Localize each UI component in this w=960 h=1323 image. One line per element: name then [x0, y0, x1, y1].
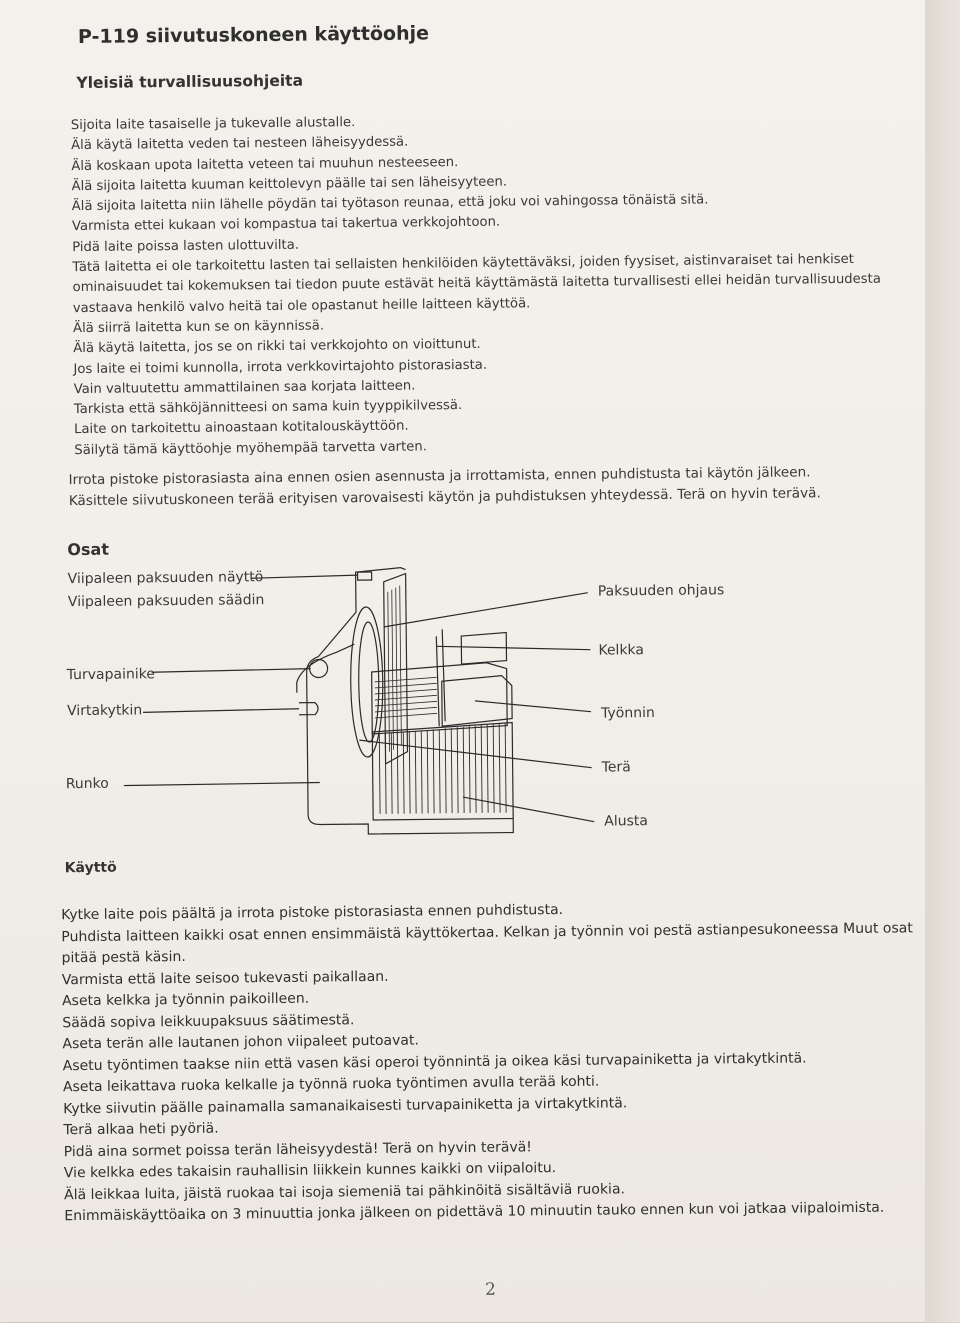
label-tray: Alusta: [604, 813, 648, 830]
parts-heading: Osat: [67, 539, 110, 560]
usage-list: [61, 896, 924, 1227]
thickness-display: [358, 572, 372, 580]
safety-line: Sijoita laite tasaiselle ja tukevalle alustalle.: [70, 115, 356, 134]
safety-line: Laite on tarkoitettu ainoastaan kotitalouskäyttöön.: [74, 419, 409, 438]
safety-line: ominaisuudet tai kokemuksen tai tiedon puute estävät heitä käyttämästä laitetta turvallisesti ellei heidän turvallisuudesta: [72, 272, 881, 296]
safety-line: Tarkista että sähköjännitteesi on sama kuin tyyppikilvessä.: [73, 398, 463, 418]
label-body: Runko: [65, 775, 109, 793]
safety-line: Älä siirrä laitetta kun se on käynnissä.: [72, 318, 325, 337]
safety-line: Älä sijoita laitetta niin lähelle pöydän tai työtason reunaa, että joku voi vahingossa tönäistä sitä.: [71, 192, 709, 215]
safety-line: Jos laite ei toimi kunnolla, irrota verkkovirtajohto pistorasiasta.: [73, 357, 488, 377]
safety-line: Pidä laite poissa lasten ulottuvilta.: [72, 237, 300, 255]
safety-heading: Yleisiä turvallisuusohjeita: [76, 71, 304, 93]
label-thickness-knob: Viipaleen paksuuden säädin: [67, 592, 265, 611]
leader-line: [475, 700, 591, 713]
usage-line: Aseta kelkka ja työnnin paikoilleen.: [61, 990, 310, 1010]
label-safety-button: Turvapainike: [66, 666, 155, 684]
notice-line: Irrota pistoke pistorasiasta aina ennen osien asennusta ja irrottamista, ennen puhdistusta tai käytön jälkeen.: [68, 464, 811, 489]
safety-line: Varmista ettei kukaan voi kompastua tai takertua verkkojohtoon.: [71, 215, 501, 235]
usage-line: Aseta leikattava ruoka kelkalle ja työnnä ruoka työntimen avulla terää kohti.: [62, 1073, 600, 1096]
safety-list: [71, 108, 883, 461]
body-top: [306, 568, 407, 673]
document-title: P-119 siivutuskoneen käyttöohje: [77, 22, 430, 49]
usage-line: Pidä aina sormet poissa terän läheisyydestä! Terä on hyvin terävä!: [63, 1138, 532, 1160]
safety-line: Älä sijoita laitetta kuuman keittolevyn päälle tai sen läheisyyteen.: [71, 174, 508, 194]
usage-line: Enimmäiskäyttöaika on 3 minuuttia jonka jälkeen on pidettävä 10 minuutin tauko ennen kun voi jatkaa viipaloimista.: [64, 1199, 885, 1225]
label-thickness-guide: Paksuuden ohjaus: [597, 582, 725, 600]
label-power-switch: Virtakytkin: [66, 702, 143, 720]
safety-line: Vain valtuutettu ammattilainen saa korjata laitteen.: [73, 378, 416, 397]
usage-line: Vie kelkka edes takaisin rauhallisin liikkein kunnes kaikki on viipaloitu.: [63, 1160, 557, 1182]
safety-line: vastaava henkilö valvo heitä tai ole opastanut heille laitteen käyttöä.: [72, 295, 531, 316]
safety-line: Älä käytä laitetta, jos se on rikki tai verkkojohto on vioittunut.: [73, 337, 481, 357]
usage-line: Aseta terän alle lautanen johon viipaleet putoavat.: [62, 1032, 419, 1053]
leader-line: [384, 593, 588, 627]
safety-button-shape: [310, 659, 328, 677]
power-switch-shape: [299, 703, 318, 715]
leader-line: [252, 575, 358, 578]
usage-heading: Käyttö: [64, 859, 117, 877]
usage-line: Kytke siivutin päälle painamalla samanaikaisesti turvapainiketta ja virtakytkintä.: [63, 1094, 628, 1117]
safety-line: Älä käytä laitetta veden tai nesteen läheisyydessä.: [71, 134, 409, 154]
leader-line: [436, 645, 590, 652]
usage-line: Kytke laite pois päältä ja irrota pistoke pistorasiasta ennen puhdistusta.: [61, 901, 564, 924]
safety-line: Tätä laitetta ei ole tarkoitettu lasten tai sellaisten henkilöiden käytettäväksi, joiden fyysiset, aistinvaraiset tai henkiset: [72, 251, 854, 276]
usage-line: Puhdista laitteen kaikki osat ennen ensimmäistä käyttökertaa. Kelkan ja työnnin voi pestä astianpesukoneessa Muut osat pitää pestä käsin.: [61, 919, 913, 967]
leader-line: [143, 709, 299, 713]
label-pusher: Työnnin: [600, 705, 655, 722]
label-blade: Terä: [601, 759, 631, 776]
notice-block: [69, 462, 821, 511]
usage-line: Älä leikkaa luita, jäistä ruokaa tai isoja siemeniä tai pähkinöitä sisältäviä ruokia.: [64, 1180, 626, 1203]
leader-line: [124, 783, 320, 786]
page-number: 2: [485, 1279, 497, 1300]
safety-line: Älä koskaan upota laitetta veteen tai muuhun nesteeseen.: [71, 154, 459, 174]
leader-line: [152, 669, 311, 673]
notice-line: Käsittele siivutuskoneen terää erityisen varovaisesti käytön ja puhdistuksen yhteydessä. Terä on hyvin terävä.: [68, 484, 821, 509]
label-thickness-display: Viipaleen paksuuden näyttö: [67, 569, 264, 588]
usage-line: Terä alkaa heti pyöriä.: [63, 1120, 219, 1139]
usage-line: Säädä sopiva leikkuupaksuus säätimestä.: [62, 1011, 355, 1031]
label-carriage: Kelkka: [598, 642, 645, 659]
usage-line: Asetu työntimen taakse niin että vasen käsi operoi työnnintä ja oikea käsi turvapainiketta ja virtakytkintä.: [62, 1049, 807, 1074]
usage-line: Varmista että laite seisoo tukevasti paikallaan.: [61, 968, 389, 988]
safety-line: Säilytä tämä käyttöohje myöhempää tarvetta varten.: [74, 439, 427, 458]
